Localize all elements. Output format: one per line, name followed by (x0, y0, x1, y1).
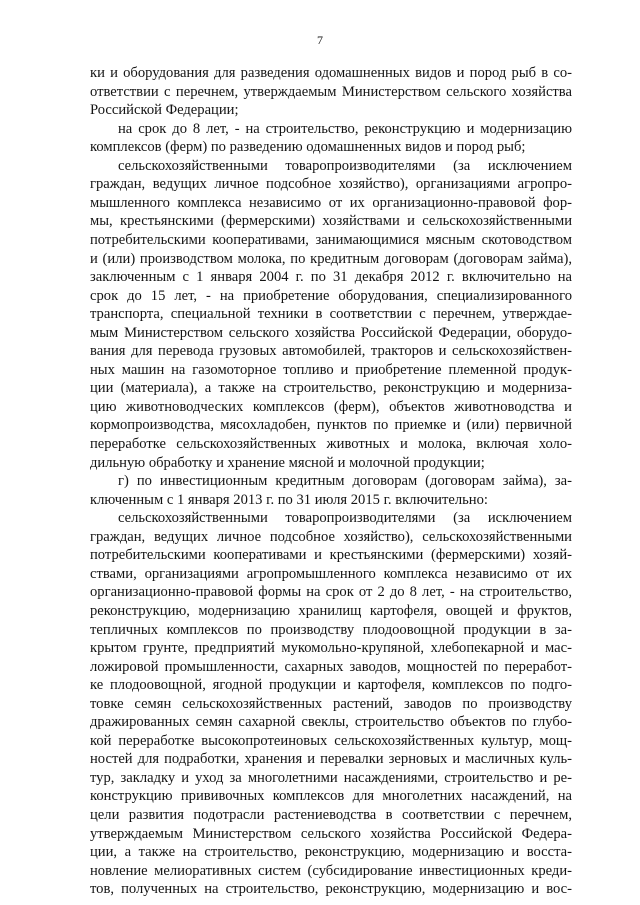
text-line: комплексов (ферм) по разведению одомашненных видов и пород рыб; (90, 139, 526, 156)
text-line: ответствии с перечнем, утверждаемым Министерством сельского хозяйства (90, 83, 572, 100)
text-line: сельскохозяйственными товаропроизводителями (за исключением (118, 510, 572, 527)
text-line: тур, закладку и уход за многолетними насаждениями, строительство и ре- (90, 769, 572, 786)
text-line: ствами, организациями агропромышленного комплекса независимо от их (90, 565, 572, 582)
text-line: дражированных семян сахарной свеклы, строительство объектов по глубо- (90, 714, 572, 731)
text-line: граждан, ведущих личное подсобное хозяйство), сельскохозяйственными (90, 528, 572, 545)
text-line: переработке сельскохозяйственных животных и молока, включая холо- (90, 436, 572, 452)
text-line: ностей для подработки, хранения и перевалки зерновых и масличных куль- (90, 751, 572, 768)
text-line: вания для перевода грузовых автомобилей, тракторов и сельскохозяйствен- (90, 343, 572, 360)
text-line: сельскохозяйственными товаропроизводителями (за исключением (118, 157, 572, 174)
text-line: заключенным с 1 января 2004 г. по 31 декабря 2012 г. включительно на (90, 269, 572, 286)
text-line: ложировой промышленности, сахарных заводов, мощностей по переработ- (90, 658, 572, 675)
text-line: мы, крестьянскими (фермерскими) хозяйствами и сельскохозяйственными (90, 213, 572, 230)
text-line: ки и оборудования для разведения одомашненных видов и пород рыб в со- (90, 65, 572, 81)
text-line: цели развития подотрасли растениеводства в соответствии с перечнем, (90, 807, 572, 823)
text-line: на срок до 8 лет, - на строительство, реконструкцию и модернизацию (118, 120, 572, 137)
text-line: утверждаемым Министерством сельского хозяйства Российской Федера- (90, 825, 572, 842)
text-line: граждан, ведущих личное подсобное хозяйство), организациями агропро- (90, 176, 572, 193)
text-line: ключенным с 1 января 2013 г. по 31 июля 2015 г. включительно: (90, 491, 488, 508)
text-line: тепличных комплексов по производству плодоовощной продукции в за- (90, 621, 572, 638)
text-line: тов, полученных на строительство, реконструкцию, модернизацию и вос- (90, 881, 572, 898)
page-number: 7 (317, 33, 323, 47)
text-line: г) по инвестиционным кредитным договорам (договорам займа), за- (118, 473, 572, 490)
text-line: новление мелиоративных систем (субсидирование инвестиционных креди- (90, 862, 572, 879)
text-line: ции (материала), а также на строительство, реконструкцию и модерниза- (90, 380, 572, 397)
text-line: кой переработке высокопротеиновых сельскохозяйственных культур, мощ- (90, 732, 572, 749)
text-line: крытом грунте, предприятий мукомольно-крупяной, хлебопекарной и мас- (90, 640, 572, 657)
text-line: ции, а также на строительство, реконструкцию, модернизацию и восста- (90, 844, 572, 861)
text-line: организационно-правовой формы на срок от 2 до 8 лет, - на строительство, (90, 584, 572, 601)
text-line: мым Министерством сельского хозяйства Российской Федерации, оборудо- (90, 324, 572, 341)
text-line: цию животноводческих комплексов (ферм), объектов животноводства и (90, 398, 572, 415)
text-line: конструкцию прививочных комплексов для многолетних насаждений, на (90, 788, 572, 805)
text-line: ных машин на газомоторное топливо и приобретение племенной продук- (90, 361, 572, 378)
text-line: и (или) производством молока, по кредитным договорам (договорам займа), (90, 250, 572, 267)
text-line: товке семян сельскохозяйственных растений, заводов по производству (90, 695, 572, 712)
text-line: потребительскими кооперативами, занимающимися мясным скотоводством (90, 231, 572, 248)
text-line: транспорта, специальной техники в соответствии с перечнем, утверждае- (90, 306, 572, 323)
text-line: ке плодоовощной, ягодной продукции и картофеля, комплексов по подго- (90, 677, 572, 694)
text-line: потребительскими кооперативами и крестьянскими (фермерскими) хозяй- (90, 547, 572, 564)
text-line: Российской Федерации; (90, 102, 239, 119)
text-line: мышленного комплекса независимо от их организационно-правовой фор- (90, 194, 572, 211)
text-line: дильную обработку и хранение мясной и молочной продукции; (90, 454, 485, 471)
text-line: реконструкцию, модернизацию хранилищ картофеля, овощей и фруктов, (90, 602, 572, 619)
text-line: срок до 15 лет, - на приобретение оборудования, специализированного (90, 287, 572, 304)
text-line: кормопроизводства, мясохладобен, пунктов по приемке и (или) первичной (90, 417, 572, 434)
